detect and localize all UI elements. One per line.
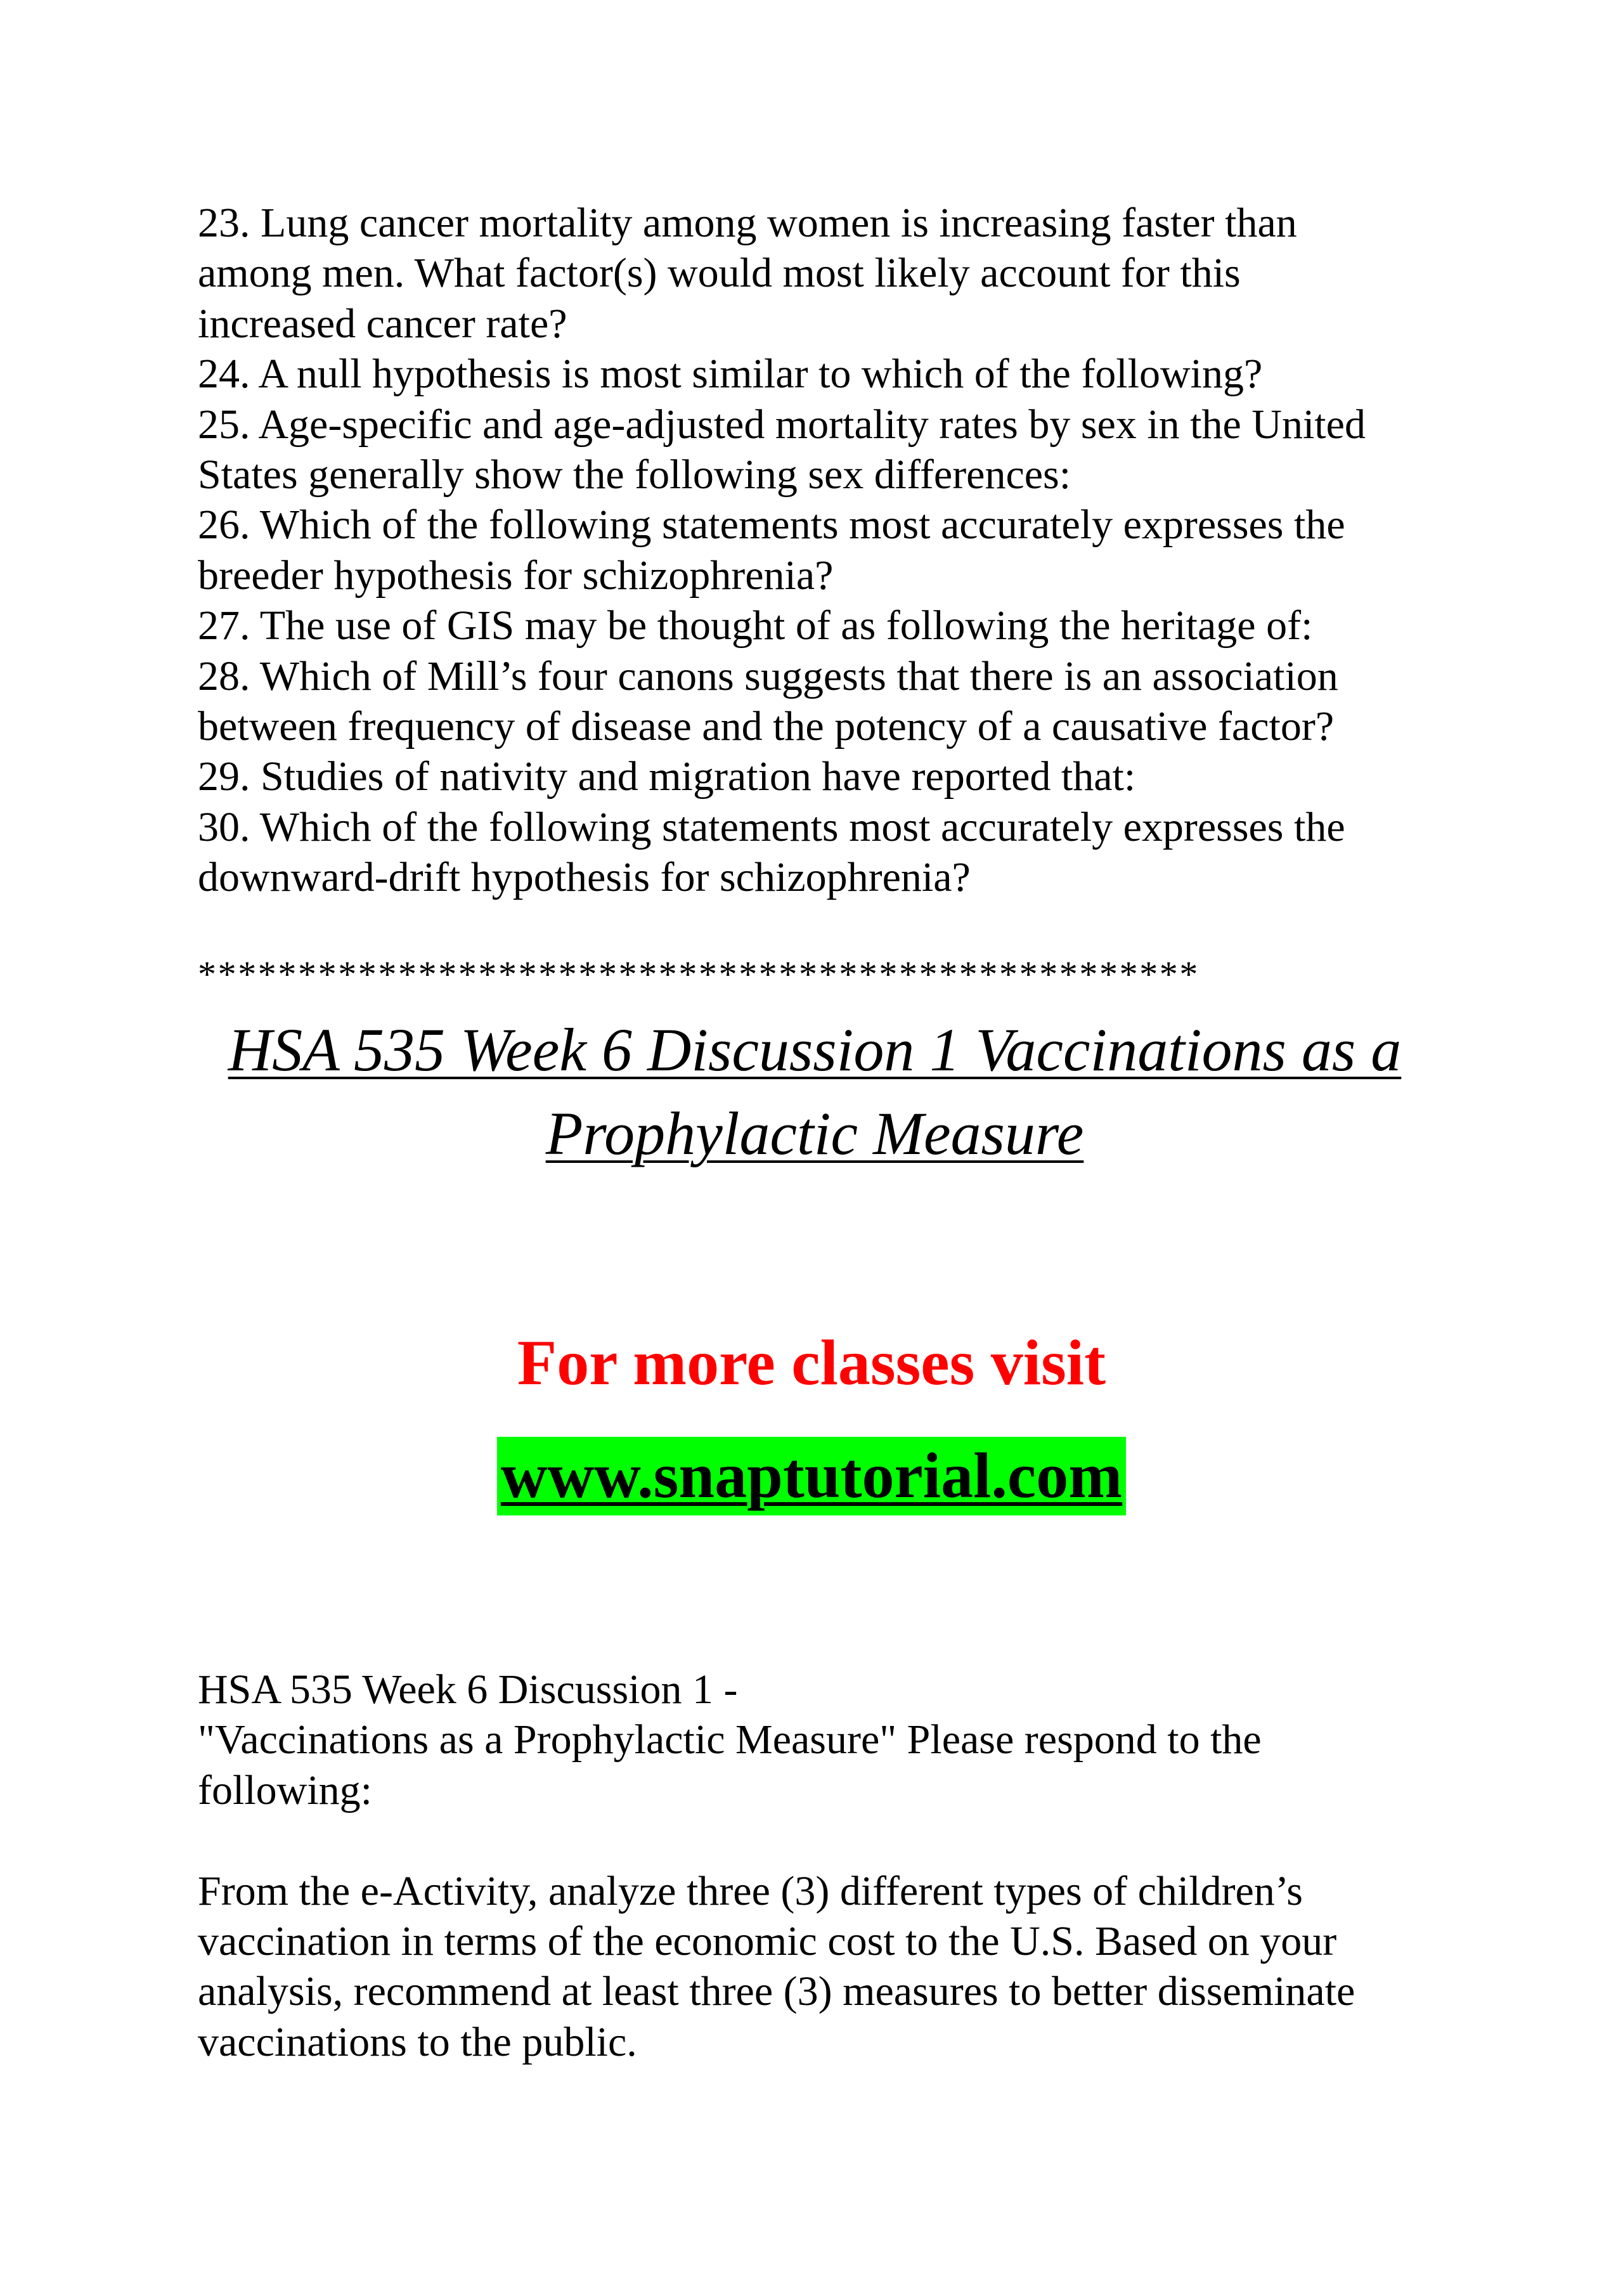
discussion-intro-line-2: "Vaccinations as a Prophylactic Measure" Please respond to the: [198, 1716, 1262, 1763]
section-heading-line-1: HSA 535 Week 6 Discussion 1 Vaccinations as a: [228, 1016, 1402, 1084]
discussion-intro-line-3: following:: [198, 1767, 372, 1813]
section-heading: [184, 1008, 1445, 1176]
website-link[interactable]: www.snaptutorial.com: [497, 1437, 1126, 1515]
discussion-intro-line-1: HSA 535 Week 6 Discussion 1 -: [198, 1666, 738, 1713]
promo-text: For more classes visit: [517, 1327, 1106, 1399]
discussion-prompt-line-2: vaccination in terms of the economic cost to the U.S. Based on your: [198, 1918, 1337, 1965]
question-27-line-1: 27. The use of GIS may be thought of as following the heritage of:: [198, 602, 1313, 649]
question-25-line-2: States generally show the following sex differences:: [198, 451, 1071, 498]
question-25-line-1: 25. Age-specific and age-adjusted mortality rates by sex in the United: [198, 401, 1366, 448]
question-30-line-2: downward-drift hypothesis for schizophrenia?: [198, 854, 971, 901]
question-23-line-2: among men. What factor(s) would most likely account for this: [198, 250, 1241, 297]
question-28-line-1: 28. Which of Mill’s four canons suggests that there is an association: [198, 652, 1338, 699]
question-28-line-2: between frequency of disease and the potency of a causative factor?: [198, 703, 1335, 750]
discussion-prompt-line-1: From the e-Activity, analyze three (3) different types of children’s: [198, 1867, 1303, 1914]
question-list: [198, 198, 1466, 903]
paragraph-gap: [198, 1815, 1466, 1865]
question-26-line-2: breeder hypothesis for schizophrenia?: [198, 552, 834, 599]
question-26-line-1: 26. Which of the following statements most accurately expresses the: [198, 502, 1345, 548]
asterisk-separator: **************************************************: [198, 954, 1199, 995]
question-23-line-3: increased cancer rate?: [198, 300, 567, 347]
discussion-body: [198, 1664, 1466, 2067]
question-24-line-1: 24. A null hypothesis is most similar to which of the following?: [198, 351, 1263, 398]
discussion-prompt-line-3: analysis, recommend at least three (3) measures to better disseminate: [198, 1968, 1355, 2015]
promo-link-wrapper: [0, 1437, 1623, 1515]
question-30-line-1: 30. Which of the following statements most accurately expresses the: [198, 803, 1345, 850]
question-23-line-1: 23. Lung cancer mortality among women is increasing faster than: [198, 200, 1297, 246]
question-29-line-1: 29. Studies of nativity and migration have reported that:: [198, 753, 1136, 800]
section-heading-line-2: Prophylactic Measure: [545, 1099, 1084, 1167]
discussion-prompt-line-4: vaccinations to the public.: [198, 2018, 637, 2065]
